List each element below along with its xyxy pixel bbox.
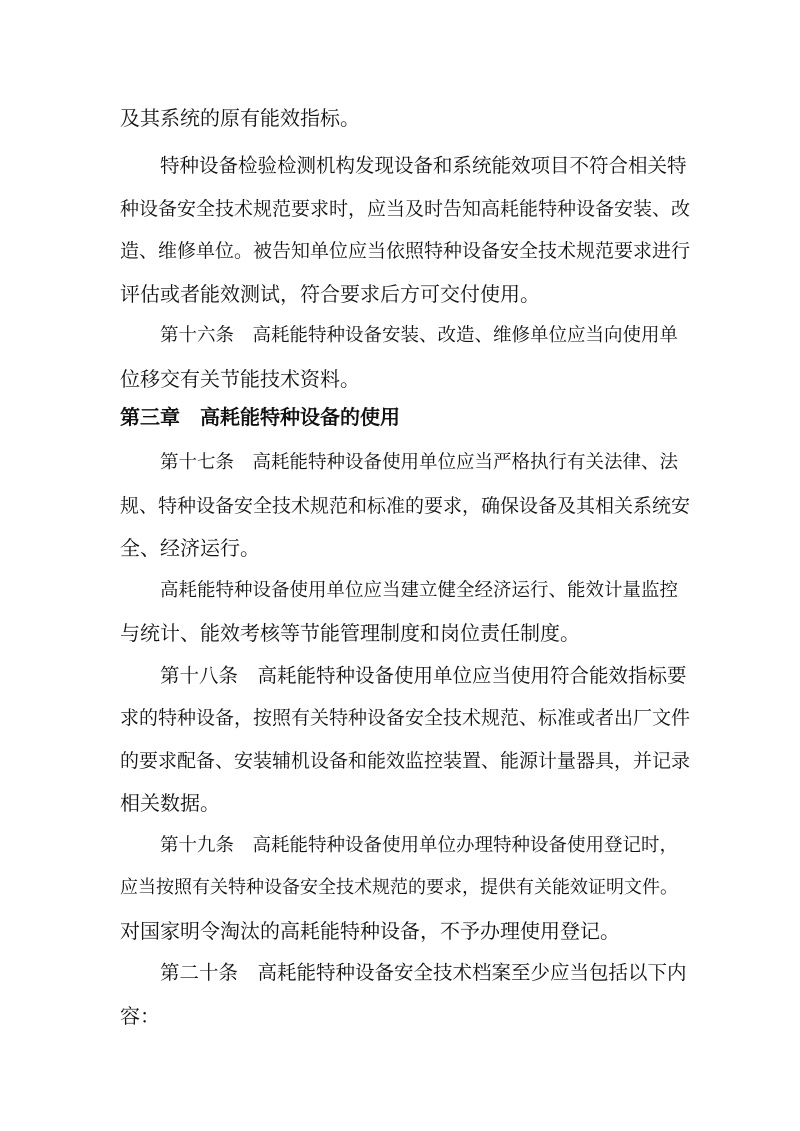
body-text-line: 及其系统的原有能效指标。 <box>120 106 360 130</box>
chapter-heading: 第三章 高耗能特种设备的使用 <box>120 405 400 429</box>
article-line: 第十九条 高耗能特种设备使用单位办理特种设备使用登记时， <box>160 835 679 856</box>
body-text-line: 相关数据。 <box>120 791 220 815</box>
body-text-line: 种设备安全技术规范要求时，应当及时告知高耗能特种设备安装、改 <box>120 198 691 220</box>
body-text-line: 特种设备检验检测机构发现设备和系统能效项目不符合相关特 <box>160 154 687 177</box>
body-text-line: 对国家明令淘汰的高耗能特种设备，不予办理使用登记。 <box>120 919 620 943</box>
article-line: 第十六条 高耗能特种设备安装、改造、维修单位应当向使用单 <box>160 325 679 346</box>
body-text-line: 与统计、能效考核等节能管理制度和岗位责任制度。 <box>120 621 580 645</box>
article-line: 第十七条 高耗能特种设备使用单位应当严格执行有关法律、法 <box>160 452 679 473</box>
body-text-line: 评估或者能效测试，符合要求后方可交付使用。 <box>120 282 540 306</box>
body-text-line: 全、经济运行。 <box>120 536 260 560</box>
body-text-line: 高耗能特种设备使用单位应当建立健全经济运行、能效计量监控 <box>160 580 679 601</box>
body-text-line: 的要求配备、安装辅机设备和能效监控装置、能源计量器具，并记录 <box>120 750 691 772</box>
article-line: 第二十条 高耗能特种设备安全技术档案至少应当包括以下内 <box>160 961 687 984</box>
body-text-line: 位移交有关节能技术资料。 <box>120 367 360 391</box>
body-text-line: 造、维修单位。被告知单位应当依照特种设备安全技术规范要求进行 <box>120 240 691 262</box>
body-text-line: 规、特种设备安全技术规范和标准的要求，确保设备及其相关系统安 <box>120 495 691 517</box>
body-text-line: 容： <box>120 1004 160 1028</box>
article-line: 第十八条 高耗能特种设备使用单位应当使用符合能效指标要 <box>160 664 687 687</box>
body-text-line: 应当按照有关特种设备安全技术规范的要求，提供有关能效证明文件。 <box>120 877 678 898</box>
body-text-line: 求的特种设备，按照有关特种设备安全技术规范、标准或者出厂文件 <box>120 707 691 729</box>
